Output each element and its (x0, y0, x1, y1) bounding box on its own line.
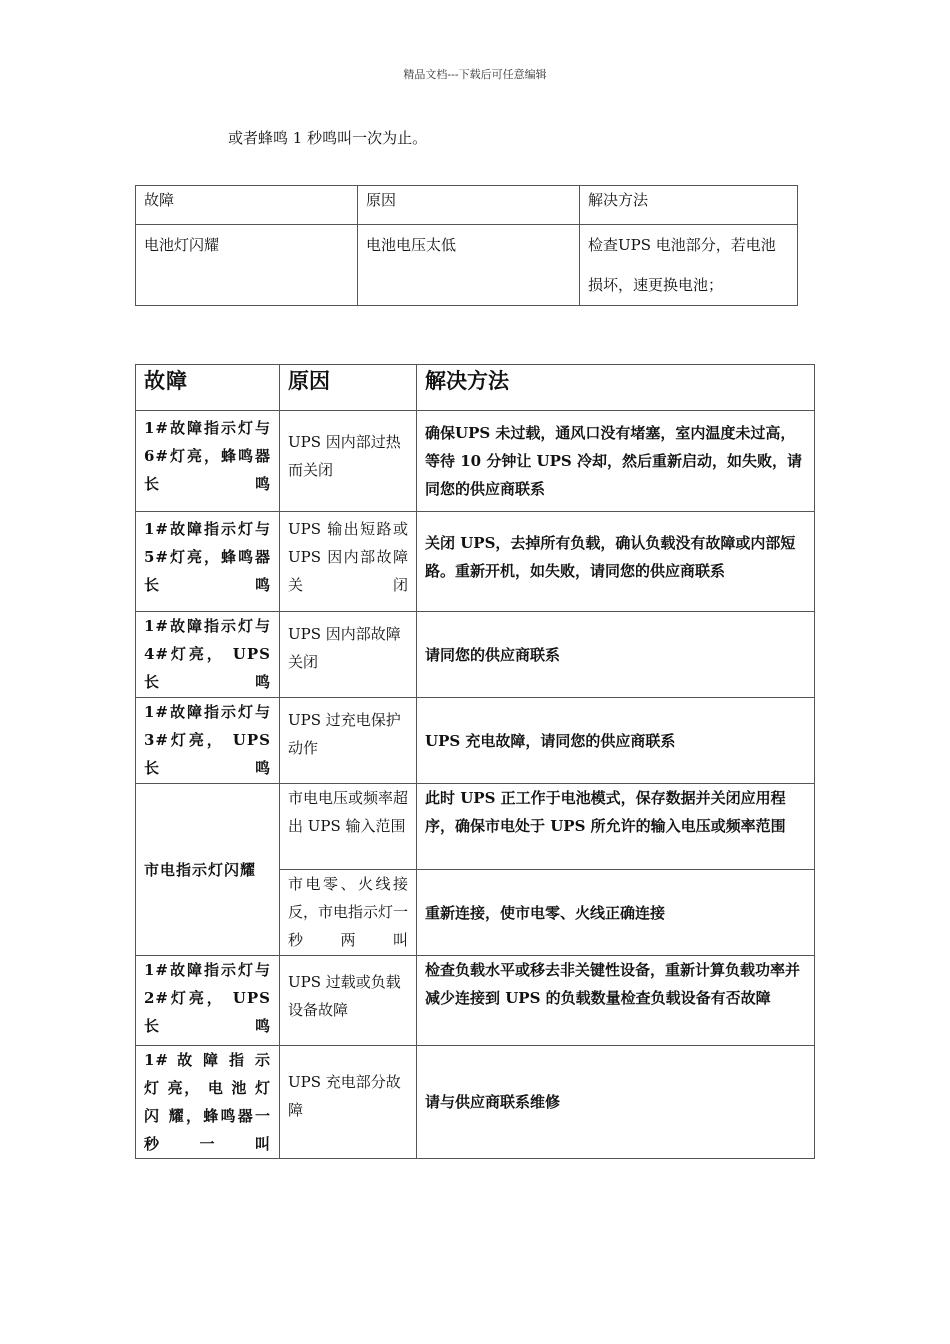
solution-cell: 关闭 UPS，去掉所有负载，确认负载没有故障或内部短路。重新开机，如失败，请同您的供应商联系 (417, 512, 815, 612)
header-fault: 故障 (136, 365, 280, 411)
table-row (136, 1046, 815, 1159)
header-solution: 解决方法 (580, 186, 798, 225)
table-row (136, 225, 798, 306)
header-cause: 原因 (280, 365, 417, 411)
table-header-row (136, 365, 815, 411)
cause-cell: UPS 过充电保护动作 (280, 698, 417, 784)
cause-cell: UPS 因内部故障关闭 (280, 612, 417, 698)
fault-cell: 1#故障指示灯与3#灯亮， UPS 长鸣 (136, 698, 280, 784)
header-solution: 解决方法 (417, 365, 815, 411)
fault-cell: 1#故障指示灯与2#灯亮， UPS 长鸣 (136, 956, 280, 1046)
fault-cell: 1#故障指示灯与5#灯亮，蜂鸣器长鸣 (136, 512, 280, 612)
solution-cell: 此时 UPS 正工作于电池模式，保存数据并关闭应用程序，确保市电处于 UPS 所允许的输入电压或频率范围 (417, 784, 815, 870)
cause-cell: UPS 输出短路或UPS 因内部故障关闭 (280, 512, 417, 612)
solution-cell: 请同您的供应商联系 (417, 612, 815, 698)
fault-cell: 1#故障指示灯与6#灯亮，蜂鸣器长鸣 (136, 411, 280, 512)
page-header: 精品文档---下载后可任意编辑 (403, 68, 547, 81)
cause-cell: UPS 过载或负载设备故障 (280, 956, 417, 1046)
solution-cell: 重新连接，使市电零、火线正确连接 (417, 870, 815, 956)
table-row (136, 612, 815, 698)
solution-cell: 请与供应商联系维修 (417, 1046, 815, 1159)
solution-cell: 检查负载水平或移去非关键性设备，重新计算负载功率并减少连接到 UPS 的负载数量检查负载设备有否故障 (417, 956, 815, 1046)
table-row (136, 512, 815, 612)
table-row (136, 956, 815, 1046)
fault-cell: 市电指示灯闪耀 (136, 784, 280, 956)
table-row (136, 698, 815, 784)
cause-cell: UPS 充电部分故障 (280, 1046, 417, 1159)
header-fault: 故障 (136, 186, 358, 225)
fault-cell: 电池灯闪耀 (136, 225, 358, 306)
header-cause: 原因 (358, 186, 580, 225)
solution-line: 检查UPS 电池部分，若电池 (588, 236, 776, 254)
fault-table-2 (135, 364, 815, 1159)
cause-cell: 市电零、火线接反，市电指示灯一秒两叫 (280, 870, 417, 956)
table-row (136, 411, 815, 512)
cause-cell: UPS 因内部过热而关闭 (280, 411, 417, 512)
fault-cell: 1#故障指示灯与4#灯亮， UPS 长鸣 (136, 612, 280, 698)
solution-line: 损坏，速更换电池； (588, 276, 724, 294)
intro-text: 或者蜂鸣 1 秒鸣叫一次为止。 (228, 129, 428, 147)
fault-table-1 (135, 185, 798, 306)
solution-cell: UPS 充电故障，请同您的供应商联系 (417, 698, 815, 784)
solution-cell: 确保UPS 未过载，通风口没有堵塞，室内温度未过高，等待 10 分钟让 UPS 冷却，然后重新启动，如失败，请同您的供应商联系 (417, 411, 815, 512)
fault-cell: 1# 故 障 指 示 灯 亮， 电 池 灯 闪 耀，蜂鸣器一秒一叫 (136, 1046, 280, 1159)
table-row (136, 784, 815, 870)
cause-cell: 电池电压太低 (358, 225, 580, 306)
cause-cell: 市电电压或频率超出 UPS 输入范围 (280, 784, 417, 870)
table-header-row (136, 186, 798, 225)
solution-cell (580, 225, 798, 306)
